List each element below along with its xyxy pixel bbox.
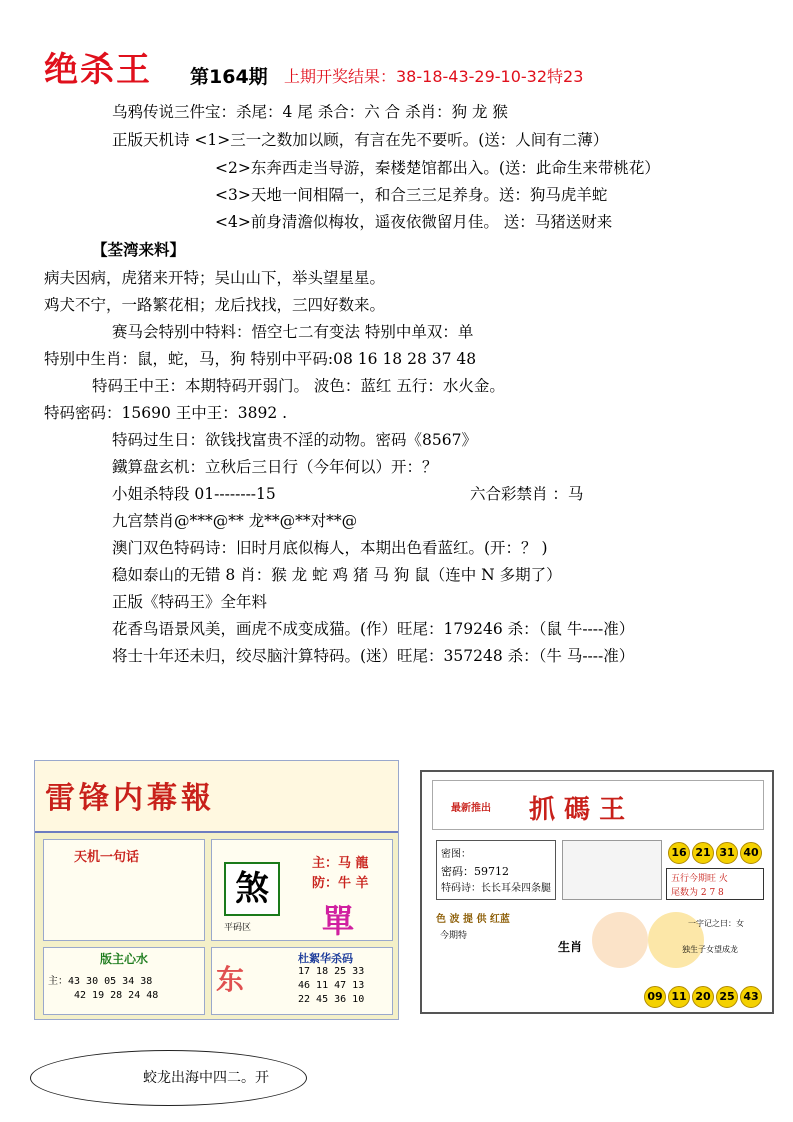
last-result: 上期开奖结果：38-18-43-29-10-32特23 <box>284 67 584 86</box>
tianji-title: 天机一句话 <box>74 850 140 865</box>
number-ball: 20 <box>692 986 714 1008</box>
leifeng-title: 雷锋内幕報 <box>45 781 215 816</box>
sha-char: 煞 <box>224 862 280 916</box>
text-line: 病夫因病，虎猪来开特；吴山山下，举头望星星。 <box>44 269 386 287</box>
number-ball: 16 <box>668 842 690 864</box>
text-line: 特码王中王：本期特码开弱门。 波色：蓝红 五行：水火金。 <box>92 377 505 395</box>
text-line: 花香鸟语景风美，画虎不成变成猫。(作）旺尾：179246 杀：（鼠 牛----准） <box>112 620 635 638</box>
kill-title: 杜絮华杀码 <box>298 952 353 965</box>
du-text: 独生子女望成龙 <box>682 945 738 954</box>
leifeng-header <box>35 761 398 833</box>
text-line: 特码过生日：欲钱找富贵不淫的动物。密码《8567》 <box>112 431 477 449</box>
kill-row: 22 45 36 10 <box>298 994 365 1005</box>
zhu-numbers-2: 42 19 28 24 48 <box>74 990 159 1001</box>
ping-label: 平码区 <box>224 923 252 933</box>
zhuamawang-panel <box>420 770 774 1014</box>
mima-box <box>436 840 556 900</box>
number-ball: 25 <box>716 986 738 1008</box>
text-line: 正版天机诗 <1>三一之数加以顾，有言在先不要听。(送：人间有二薄） <box>112 131 609 149</box>
text-line: <4>前身清澹似梅妆，遥夜依微留月佳。 送：马猪送财来 <box>215 213 613 231</box>
banzhu-box <box>43 947 205 1015</box>
mima-code: 密码：59712 <box>441 865 509 878</box>
text-line: 特别中生肖：鼠，蛇，马，狗 特别中平码:08 16 18 28 37 48 <box>44 350 477 368</box>
number-ball: 21 <box>692 842 714 864</box>
mian-char: 东 <box>216 963 245 996</box>
text-line: 九宫禁肖@***@** 龙**@**对**@ <box>112 512 358 530</box>
section-heading: 【荃湾来料】 <box>92 240 186 259</box>
cloud-bubble <box>30 1050 307 1106</box>
new-tag: 最新推出 <box>451 803 491 814</box>
weishu-text: 尾数为 2 7 8 <box>671 888 724 898</box>
number-ball: 09 <box>644 986 666 1008</box>
kill-row: 46 11 47 13 <box>298 980 365 991</box>
sheng-label: 生肖 <box>558 940 583 954</box>
jin-label: 今期特 <box>440 931 468 941</box>
leifeng-panel <box>34 760 399 1020</box>
yizi-text: 一字记之曰：女 <box>688 919 744 928</box>
text-line: 鐵算盘玄机：立秋后三日行（今年何以）开：？ <box>112 458 438 476</box>
text-line: 特码密码：15690 王中王：3892 . <box>44 404 288 422</box>
fang-zodiac: 防：牛 羊 <box>312 876 369 891</box>
poem-text: 特码诗：长长耳朵四条腿 <box>441 883 551 894</box>
text-line: 鸡犬不宁，一路繁花相；龙后找找，三四好数来。 <box>44 296 386 314</box>
number-ball: 43 <box>740 986 762 1008</box>
color-hint: 色 波 提 供 红蓝 <box>436 914 510 925</box>
zhu-zodiac: 主：马 龍 <box>312 856 369 871</box>
sketch-image <box>562 840 662 900</box>
text-line: <2>东奔西走当导游，秦楼楚馆都出入。(送：此命生来带桃花） <box>215 159 660 177</box>
text-line: 澳门双色特码诗：旧时月底似梅人，本期出色看蓝红。(开：？ ) <box>112 539 548 557</box>
cloud-text: 蛟龙出海中四二。开 <box>143 1070 269 1086</box>
wuxing-box <box>666 868 764 900</box>
wuxing-text: 五行今期旺 火 <box>671 874 728 884</box>
text-line: 正版《特码王》全年料 <box>112 593 268 611</box>
issue-number: 第164期 <box>190 66 268 88</box>
text-line: 乌鸦传说三件宝：杀尾：4 尾 杀合：六 合 杀肖：狗 龙 猴 <box>112 103 508 121</box>
banzhu-title: 版主心水 <box>100 952 149 966</box>
text-line: 将士十年还未归，绞尽脑汁算特码。(迷）旺尾：357248 杀：（牛 马----准） <box>112 647 635 665</box>
kill-box <box>211 947 393 1015</box>
number-ball: 31 <box>716 842 738 864</box>
text-line: 六合彩禁肖 ：马 <box>470 485 584 503</box>
mima-label: 密图： <box>441 849 471 860</box>
zhuamawang-title: 抓 碼 王 <box>529 795 626 825</box>
tianji-box <box>43 839 205 941</box>
zodiac-image <box>592 912 648 968</box>
number-ball: 40 <box>740 842 762 864</box>
text-line: 赛马会特别中特料：悟空七二有变法 特别中单双：单 <box>112 323 474 341</box>
text-line: 稳如泰山的无错 8 肖：猴 龙 蛇 鸡 猪 马 狗 鼠（连中 N 多期了） <box>112 566 562 584</box>
sha-box <box>211 839 393 941</box>
zhu-numbers: 主：43 30 05 34 38 <box>48 976 153 987</box>
zhuamawang-header <box>432 780 764 830</box>
dan-char: 單 <box>322 902 355 940</box>
number-ball: 11 <box>668 986 690 1008</box>
page-title: 绝杀王 <box>44 50 152 90</box>
text-line: <3>天地一间相隔一，和合三三足养身。送：狗马虎羊蛇 <box>215 186 608 204</box>
text-line: 小姐杀特段 01--------15 <box>112 485 276 503</box>
kill-row: 17 18 25 33 <box>298 966 365 977</box>
